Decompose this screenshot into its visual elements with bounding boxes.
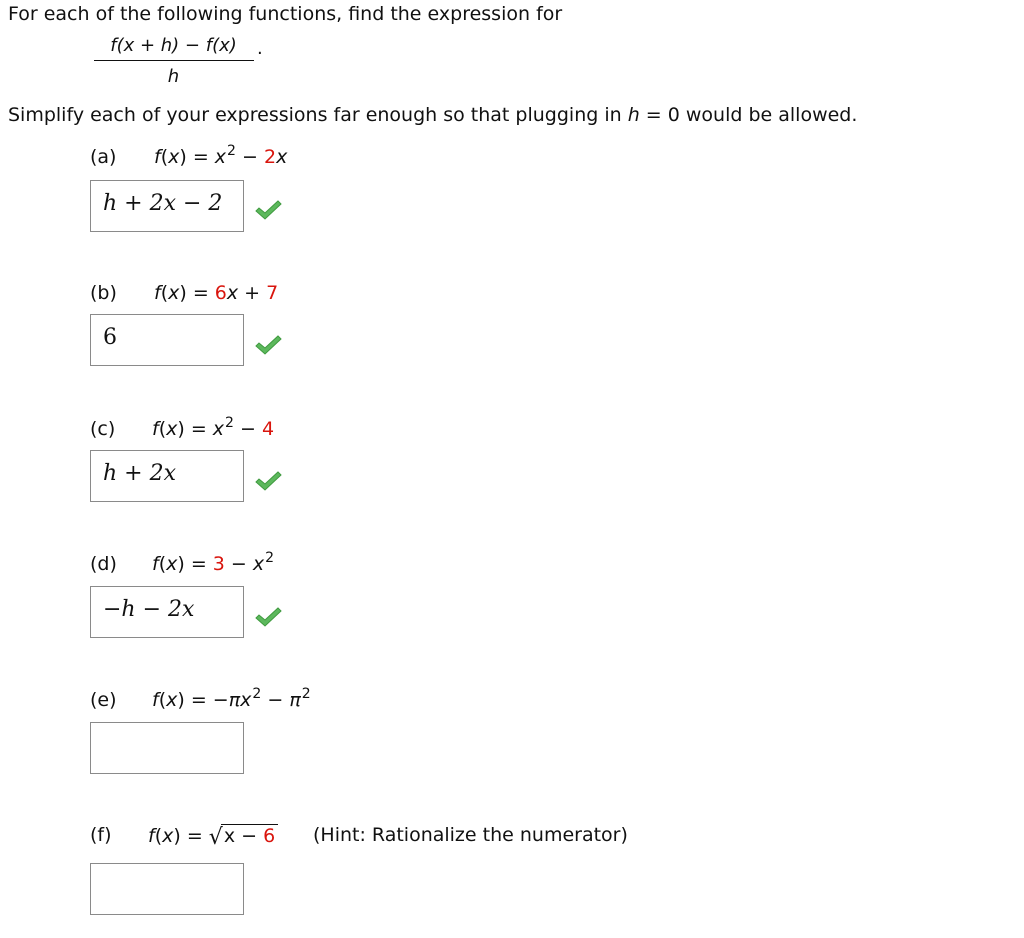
square-root: √x − 6 bbox=[209, 824, 278, 849]
part-a-label: (a) bbox=[90, 146, 117, 168]
instruction-text: For each of the following functions, find the expression for bbox=[8, 3, 563, 25]
part-f-function: f(x) = √x − 6 bbox=[148, 824, 278, 849]
part-f-label: (f) bbox=[90, 824, 112, 846]
fraction-denominator: h bbox=[167, 66, 180, 87]
part-b-answer: 6 bbox=[103, 325, 117, 350]
part-d-answer-box[interactable] bbox=[90, 586, 244, 638]
part-b-answer-box[interactable] bbox=[90, 314, 244, 366]
part-b-label: (b) bbox=[90, 282, 117, 304]
checkmark-icon bbox=[254, 470, 282, 492]
part-f-hint: (Hint: Rationalize the numerator) bbox=[313, 824, 628, 846]
simplify-instruction: Simplify each of your expressions far enough so that plugging in h = 0 would be allowed. bbox=[8, 104, 858, 126]
part-d-answer: −h − 2x bbox=[103, 597, 195, 622]
part-e-label: (e) bbox=[90, 689, 117, 711]
difference-quotient bbox=[92, 35, 263, 88]
part-a-answer: h + 2x − 2 bbox=[103, 191, 223, 216]
fraction-period: . bbox=[257, 38, 263, 59]
part-e-answer-box[interactable] bbox=[90, 722, 244, 774]
fraction-numerator: f(x + h) − f(x) bbox=[110, 35, 237, 56]
part-b-function: f(x) = 6x + 7 bbox=[154, 282, 279, 304]
part-d-function: $f(x) = 3 - x^2$ bbox=[152, 550, 275, 575]
part-f-answer-box[interactable] bbox=[90, 863, 244, 915]
part-e-function: $f(x) = -\pi x^2 - \pi^2$ bbox=[152, 686, 311, 711]
part-c-answer: h + 2x bbox=[103, 461, 176, 486]
part-c-answer-box[interactable] bbox=[90, 450, 244, 502]
checkmark-icon bbox=[254, 334, 282, 356]
part-c-function: $f(x) = x^2 - 4$ bbox=[152, 415, 275, 440]
part-a-function: $f(x) = x^2 - 2x$ bbox=[154, 143, 288, 168]
checkmark-icon bbox=[254, 199, 282, 221]
checkmark-icon bbox=[254, 606, 282, 628]
part-a-answer-box[interactable] bbox=[90, 180, 244, 232]
fraction-bar bbox=[94, 60, 254, 61]
part-c-label: (c) bbox=[90, 418, 116, 440]
part-d-label: (d) bbox=[90, 553, 117, 575]
